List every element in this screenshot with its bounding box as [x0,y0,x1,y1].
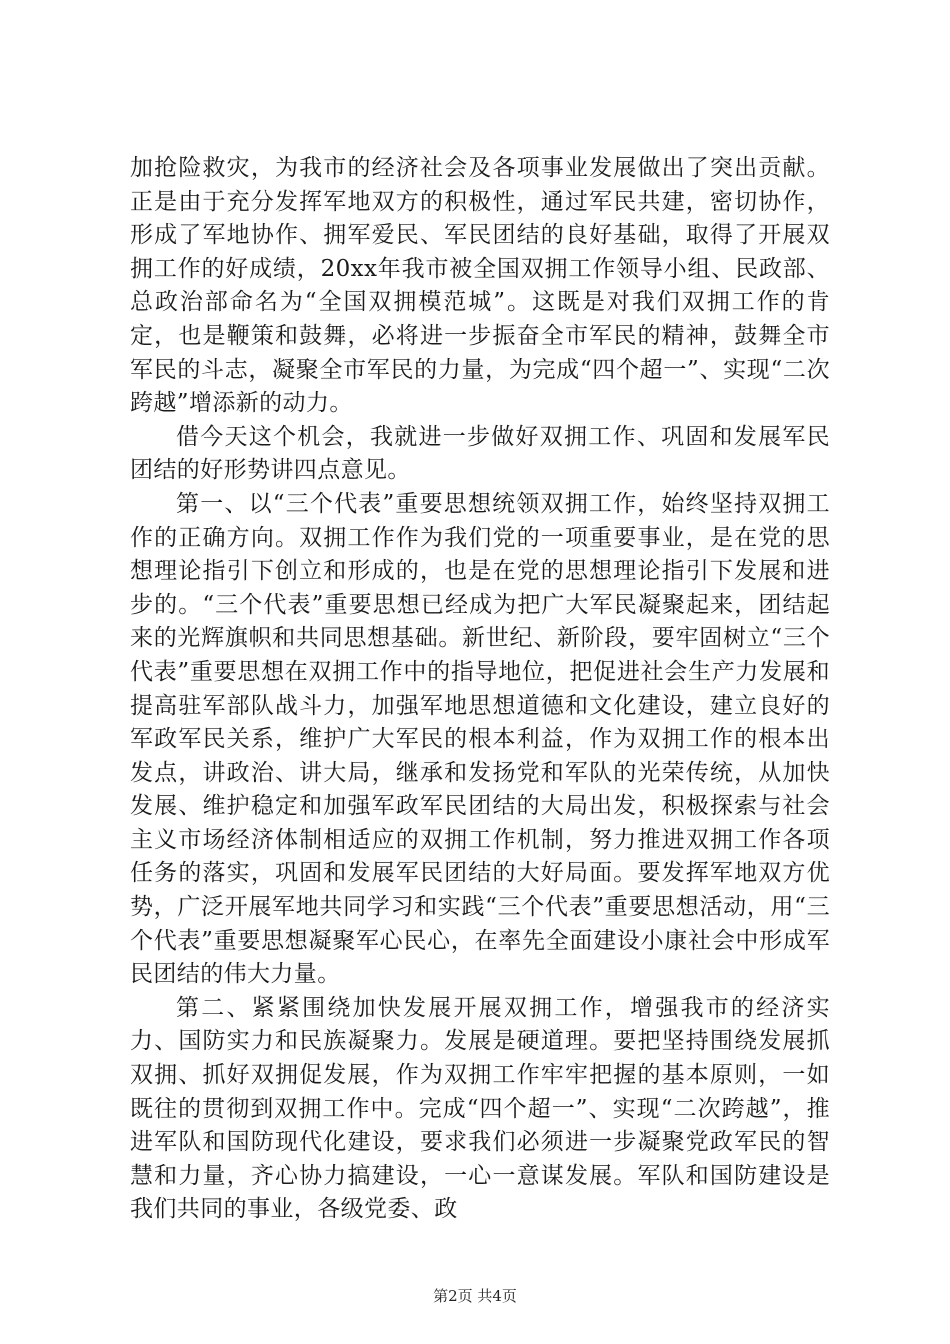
document-body [130,152,830,1227]
paragraph-point-one: 第一、以“三个代表”重要思想统领双拥工作，始终坚持双拥工作的正确方向。双拥工作作为我们党的一项重要事业，是在党的思想理论指引下创立和形成的，也是在党的思想理论指引下发展和进步的。“三个代表”重要思想已经成为把广大军民凝聚起来，团结起来的光辉旗帜和共同思想基础。新世纪、新阶段，要牢固树立“三个代表”重要思想在双拥工作中的指导地位，把促进社会生产力发展和提高驻军部队战斗力，加强军地思想道德和文化建设，建立良好的军政军民关系，维护广大军民的根本利益，作为双拥工作的根本出发点，讲政治、讲大局，继承和发扬党和军队的光荣传统，从加快发展、维护稳定和加强军政军民团结的大局出发，积极探索与社会主义市场经济体制相适应的双拥工作机制，努力推进双拥工作各项任务的落实，巩固和发展军民团结的大好局面。要发挥军地双方优势，广泛开展军地共同学习和实践“三个代表”重要思想活动，用“三个代表”重要思想凝聚军心民心，在率先全面建设小康社会中形成军民团结的伟大力量。 [130,490,830,988]
paragraph-continuation: 加抢险救灾，为我市的经济社会及各项事业发展做出了突出贡献。正是由于充分发挥军地双方的积极性，通过军民共建，密切协作，形成了军地协作、拥军爱民、军民团结的良好基础，取得了开展双拥工作的好成绩，20xx年我市被全国双拥工作领导小组、民政部、总政治部命名为“全国双拥模范城”。这既是对我们双拥工作的肯定，也是鞭策和鼓舞，必将进一步振奋全市军民的精神，鼓舞全市军民的斗志，凝聚全市军民的力量，为完成“四个超一”、实现“二次跨越”增添新的动力。 [130,155,830,417]
paragraph-point-two: 第二、紧紧围绕加快发展开展双拥工作，增强我市的经济实力、国防实力和民族凝聚力。发展是硬道理。要把坚持围绕发展抓双拥、抓好双拥促发展，作为双拥工作牢牢把握的基本原则，一如既往的贯彻到双拥工作中。完成“四个超一”、实现“二次跨越”，推进军队和国防现代化建设，要求我们必须进一步凝聚党政军民的智慧和力量，齐心协力搞建设，一心一意谋发展。军队和国防建设是我们共同的事业，各级党委、政 [130,994,830,1223]
paragraph-intro: 借今天这个机会，我就进一步做好双拥工作、巩固和发展军民团结的好形势讲四点意见。 [130,423,830,484]
page-footer: 第2页 共4页 [433,1287,517,1305]
